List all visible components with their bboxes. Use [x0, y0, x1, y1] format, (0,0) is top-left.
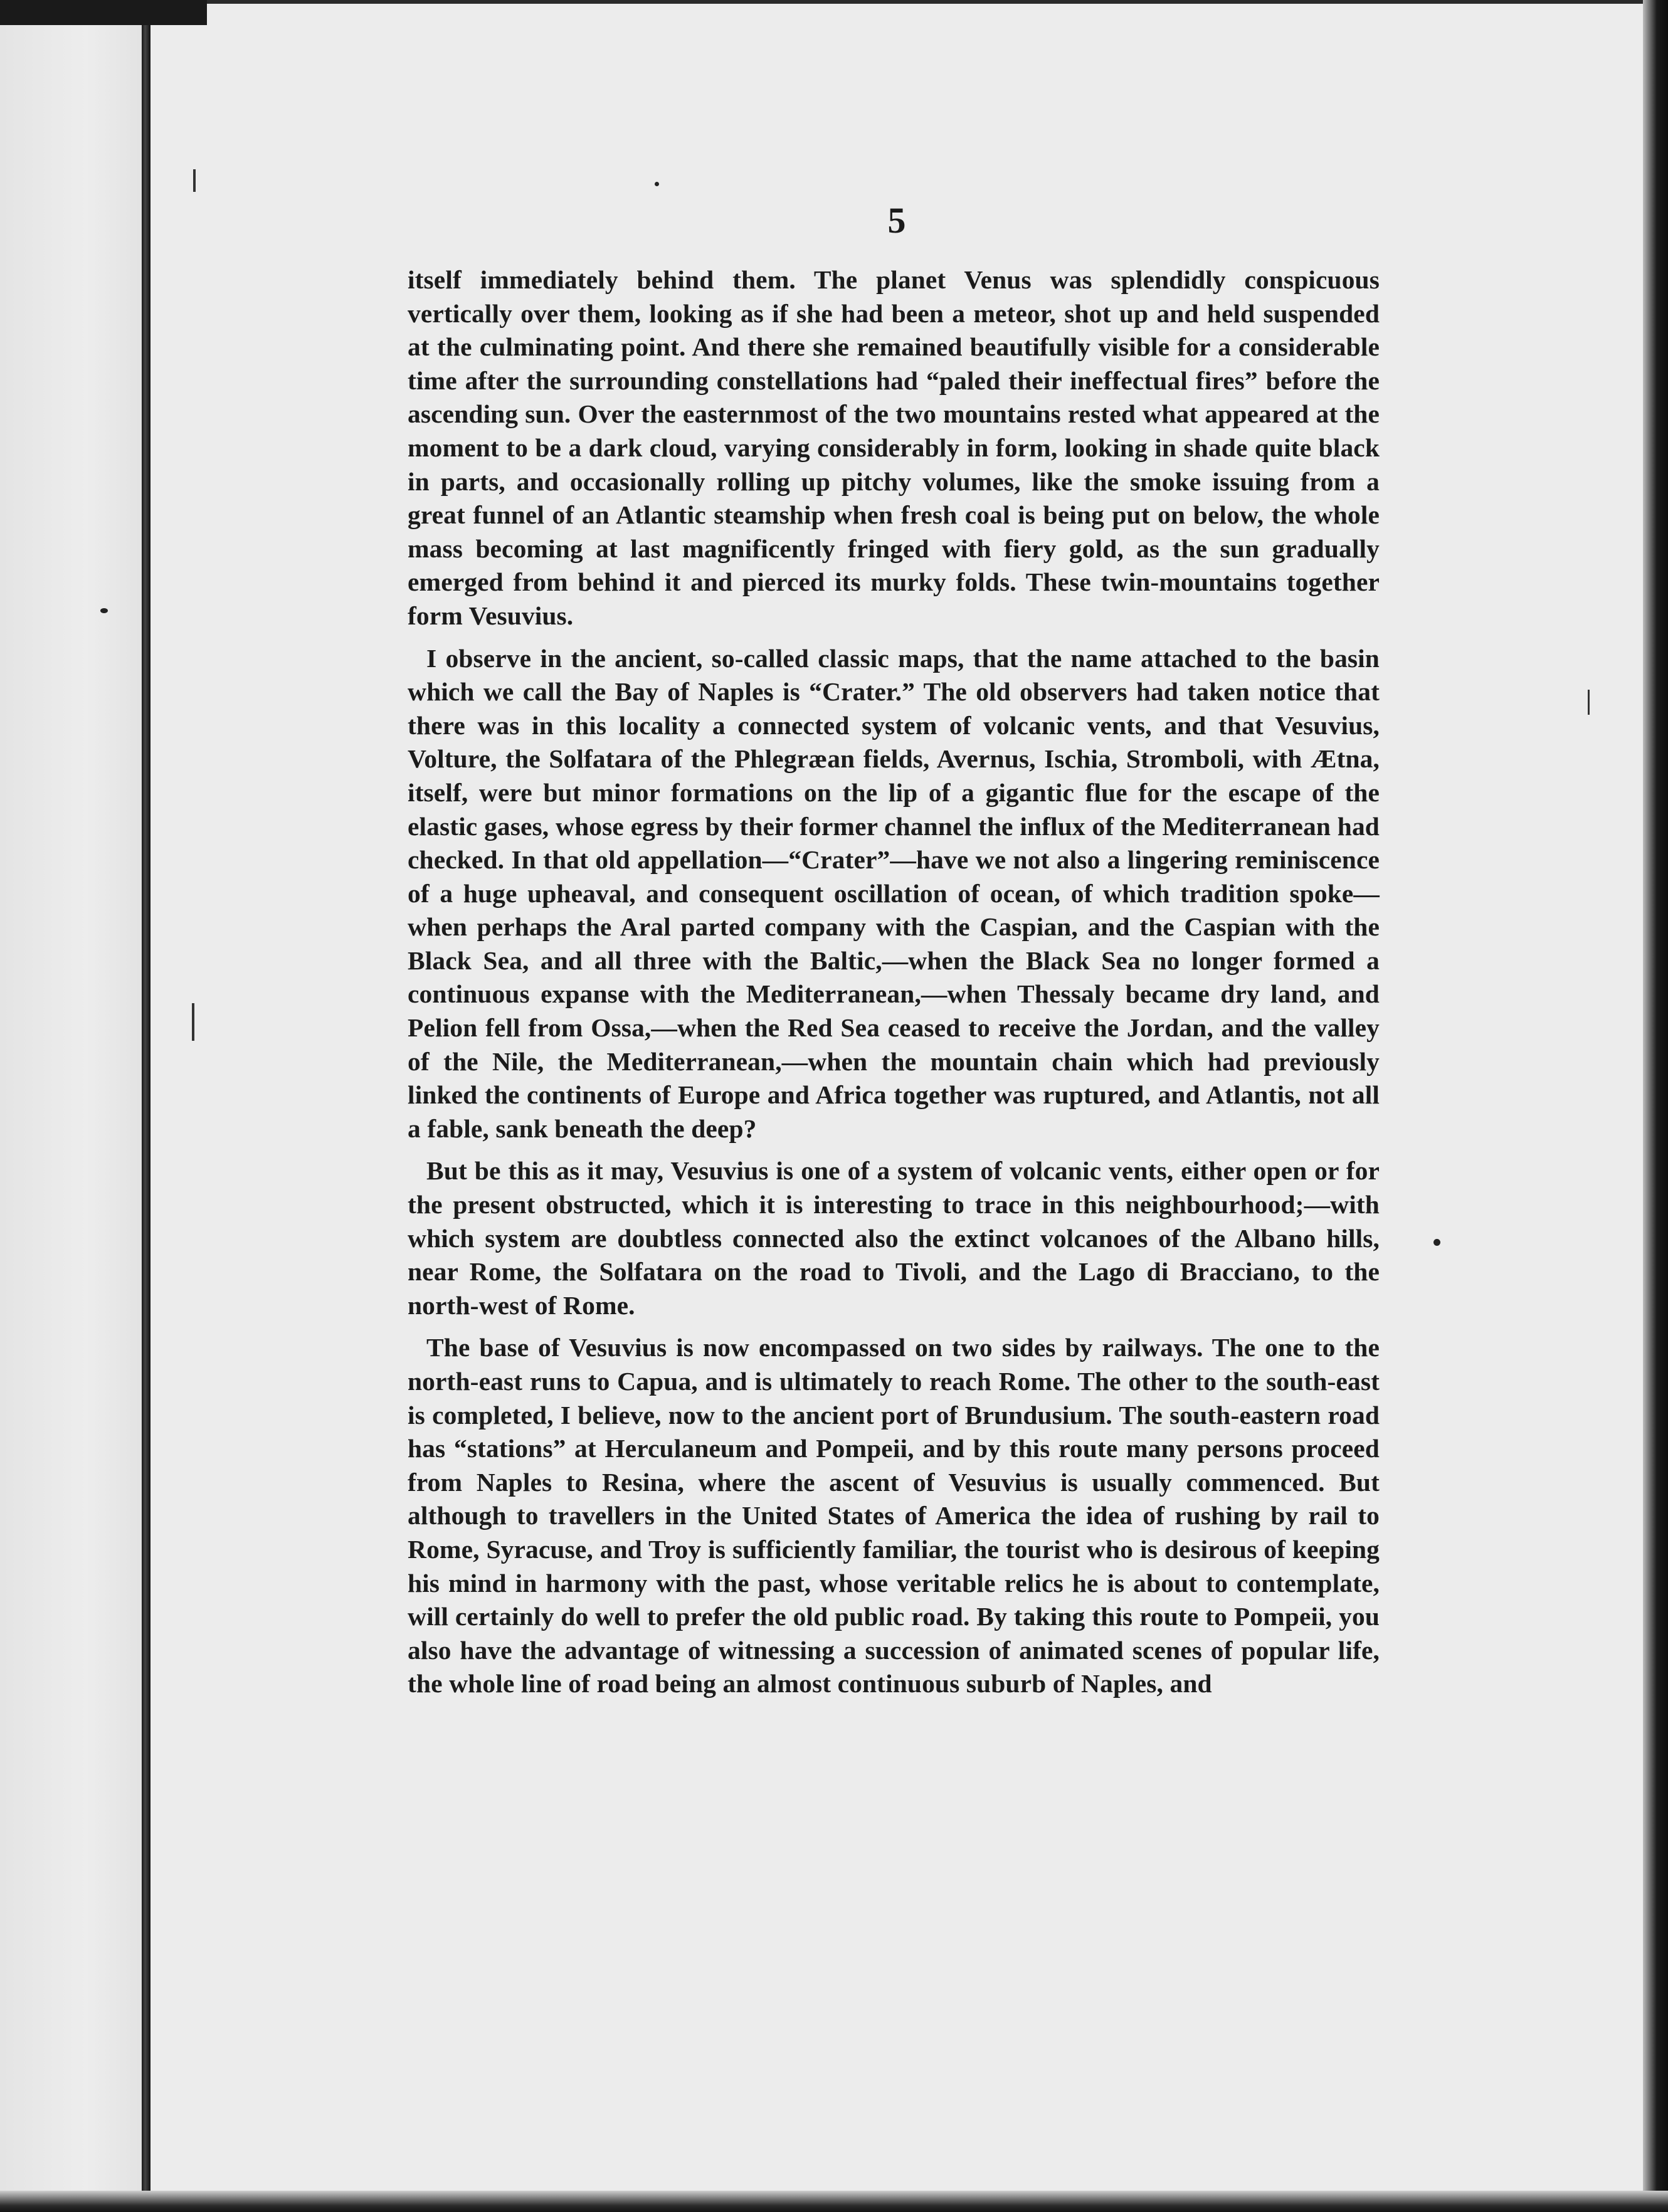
- scan-right-edge: [1643, 0, 1668, 2212]
- scan-bottom-edge: [0, 2191, 1668, 2212]
- scan-top-edge: [207, 0, 1668, 4]
- paragraph: But be this as it may, Vesuvius is one of a system of volcanic vents, either open or for the present obstructed, which it is interesting to trace in this neighbourhood;—with which system are doubtless connected also the extinct volcanoes of the Albano hills, near Rome, the Solfatara on the road to Tivoli, and the Lago di Bracciano, to the north-west of Rome.: [408, 1156, 1380, 1320]
- margin-mark: [192, 1003, 194, 1041]
- ink-speck: [1433, 1239, 1440, 1246]
- ink-speck: [655, 182, 659, 186]
- scan-top-edge-dark: [0, 0, 207, 25]
- paragraph: The base of Vesuvius is now encompassed on two sides by railways. The one to the north-east runs to Capua, and is ultimately to reach Rome. The other to the south-east is completed, I believe, now to the ancient port of Brundusium. The south-eastern road has “stations” at Herculaneum and Pompeii, and by this route many persons proceed from Naples to Resina, where the ascent of Vesuvius is usually commenced. But although to travellers in the United States of America the idea of rushing by rail to Rome, Syracuse, and Troy is sufficiently familiar, the tourist who is desirous of keeping his mind in harmony with the past, whose veritable relics he is about to contemplate, will certainly do well to prefer the old public road. By taking this route to Pompeii, you also have the advantage of witnessing a succession of animated scenes of popular life, the whole line of road being an almost continuous suburb of Naples, and: [408, 1333, 1380, 1698]
- paragraph: itself immediately behind them. The planet Venus was splendidly conspicuous vertically over them, looking as if she had been a meteor, shot up and held suspended at the culminating point. And there she remained beautifully visible for a considerable time after the surrounding constellations had “paled their ineffectual fires” before the ascending sun. Over the easternmost of the two mountains rested what appeared at the moment to be a dark cloud, varying considerably in form, looking in shade quite black in parts, and occasionally rolling up pitchy volumes, like the smoke issuing from a great funnel of an Atlantic steamship when fresh coal is being put on below, the whole mass becoming at last magnificently fringed with fiery gold, as the sun gradually emerged from behind it and pierced its murky folds. These twin-mountains together form Vesuvius.: [408, 265, 1380, 630]
- page-number: 5: [887, 200, 906, 241]
- margin-mark: [193, 169, 196, 192]
- paragraph: I observe in the ancient, so-called classic maps, that the name attached to the basin which we call the Bay of Naples is “Crater.” The old observers had taken notice that there was in this locality a connected system of volcanic vents, and that Vesuvius, Volture, the Solfatara of the Phlegræan fields, Avernus, Ischia, Stromboli, with Ætna, itself, were but minor formations on the lip of a gigantic flue for the escape of the elastic gases, whose egress by their former channel the influx of the Mediterranean had checked. In that old appellation—“Crater”—have we not also a lingering reminiscence of a huge upheaval, and consequent oscillation of ocean, of which tradition spoke—when perhaps the Aral parted company with the Caspian, and the Caspian with the Black Sea, and all three with the Baltic,—when the Black Sea no longer formed a continuous expanse with the Mediterranean,—when Thessaly became dry land, and Pelion fell from Ossa,—when the Red Sea ceased to receive the Jordan, and the valley of the Nile, the Mediterranean,—when the mountain chain which had previously linked the continents of Europe and Africa together was ruptured, and Atlantis, not all a fable, sank beneath the deep?: [408, 643, 1380, 1143]
- margin-mark: [1588, 690, 1590, 715]
- facing-page-margin: [0, 0, 144, 2212]
- body-text: [408, 263, 1380, 1710]
- ink-speck: [100, 608, 108, 613]
- book-spine-shadow: [142, 0, 150, 2212]
